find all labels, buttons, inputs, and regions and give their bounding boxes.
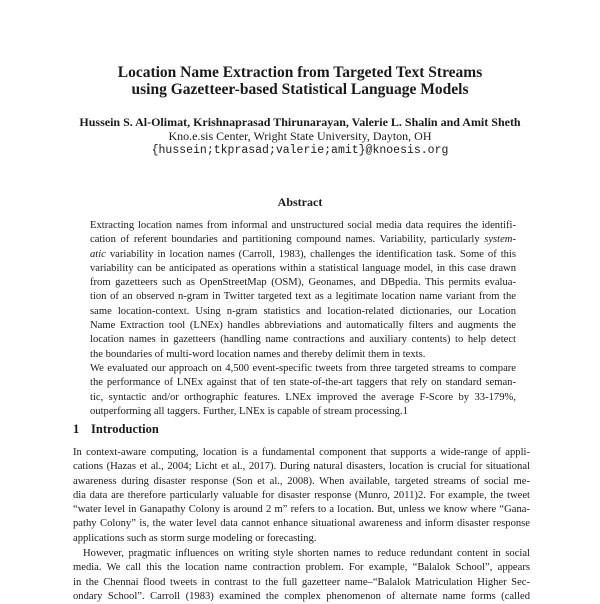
abstract-line: variability can be anticipated as operations within a statistical language model, in this case drawn xyxy=(90,262,516,274)
abstract-line xyxy=(90,248,516,262)
abstract-line-text: cation of referent boundaries and partitioning compound names. Variability, particularly xyxy=(90,234,480,246)
abstract-line: the boundaries of multi-word location names and thereby delimit them in texts. xyxy=(90,348,426,360)
abstract-line: from gazetteers such as OpenStreetMap (OSM), Geonames, and DBpedia. This permits evalua- xyxy=(90,277,516,289)
section-heading xyxy=(73,422,159,437)
abstract-line-text: variability in location names (Carroll, 1983), challenges the identification task. Some of this xyxy=(109,248,516,260)
body-line: awareness during disaster response (Son et al., 2008). When available, targeted streams of social me- xyxy=(73,475,530,487)
abstract-paragraph-1 xyxy=(90,219,516,362)
abstract-heading: Abstract xyxy=(277,195,323,209)
body-line: in the Chennai flood tweets in contrast to the full gazetteer name–“Balalok Matriculation Higher Sec- xyxy=(73,576,530,588)
abstract-line: Name Extraction tool (LNEx) handles abbreviations and automatically filters and augments the xyxy=(90,320,516,332)
abstract-line: tion of an observed n-gram in Twitter targeted text as a legitimate location name variant from the xyxy=(90,291,516,303)
body-line: applications such as storm surge modeling or forecasting. xyxy=(73,532,317,544)
body-line: dia data are therefore particularly valuable for disaster response (Munro, 2011)2. For example, the tweet xyxy=(73,489,530,501)
body-line: media. We call this the location name contraction problem. For example, “Balalok School”, appears xyxy=(73,562,530,574)
abstract-line: outperforming all taggers. Further, LNEx is capable of stream processing.1 xyxy=(90,405,408,417)
abstract-line: location names in gazetteers (handling name contractions and auxiliary contents) to help detect xyxy=(90,334,516,346)
body-line: cations (Hazas et al., 2004; Licht et al., 2017). During natural disasters, location is crucial for situational xyxy=(73,461,530,473)
section-title: Introduction xyxy=(91,422,159,436)
abstract-line: Extracting location names from informal and unstructured social media data requires the identifi- xyxy=(90,220,516,231)
abstract-line: the performance of LNEx against that of ten state-of-the-art taggers that rely on standard seman- xyxy=(90,377,516,389)
abstract-line xyxy=(90,233,516,247)
abstract-line: We evaluated our approach on 4,500 event-specific tweets from three targeted streams to compare xyxy=(90,363,516,374)
author-emails: {hussein;tkprasad;valerie;amit}@knoesis.org xyxy=(151,144,449,157)
abstract-italic-word: system- xyxy=(484,234,516,246)
body-line: However, pragmatic influences on writing style shorten names to reduce redundant content in social xyxy=(83,548,530,559)
intro-paragraph-2 xyxy=(73,547,530,604)
abstract-italic-word: atic xyxy=(90,248,106,260)
author-list: Hussein S. Al-Olimat, Krishnaprasad Thirunarayan, Valerie L. Shalin and Amit Sheth xyxy=(79,115,521,129)
body-line: In context-aware computing, location is a fundamental component that supports a wide-range of appli- xyxy=(73,447,530,458)
abstract-paragraph-2 xyxy=(90,362,516,419)
body-line: “water level in Ganapathy Colony is around 2 m” refers to a location. But, unless we know where “Gana- xyxy=(73,504,530,516)
abstract-line: same location-context. Using n-gram statistics and location-related dictionaries, our Location xyxy=(90,305,516,317)
paper-title-line-1: Location Name Extraction from Targeted Text Streams xyxy=(117,64,483,81)
abstract-line: tic, syntactic and/or orthographic features. LNEx improved the average F-Score by 33-179%, xyxy=(90,391,516,403)
affiliation: Kno.e.sis Center, Wright State University, Dayton, OH xyxy=(168,129,432,143)
paper-title-line-2: using Gazetteer-based Statistical Language Models xyxy=(131,81,469,98)
body-line: pathy Colony” is, the water level data cannot enhance situational awareness and inform disaster response xyxy=(73,518,530,530)
body-line: ondary School”. Carroll (1983) examined the complex phenomenon of alternate name forms (called xyxy=(73,590,530,602)
section-number: 1 xyxy=(73,422,80,436)
intro-paragraph-1 xyxy=(73,446,530,546)
